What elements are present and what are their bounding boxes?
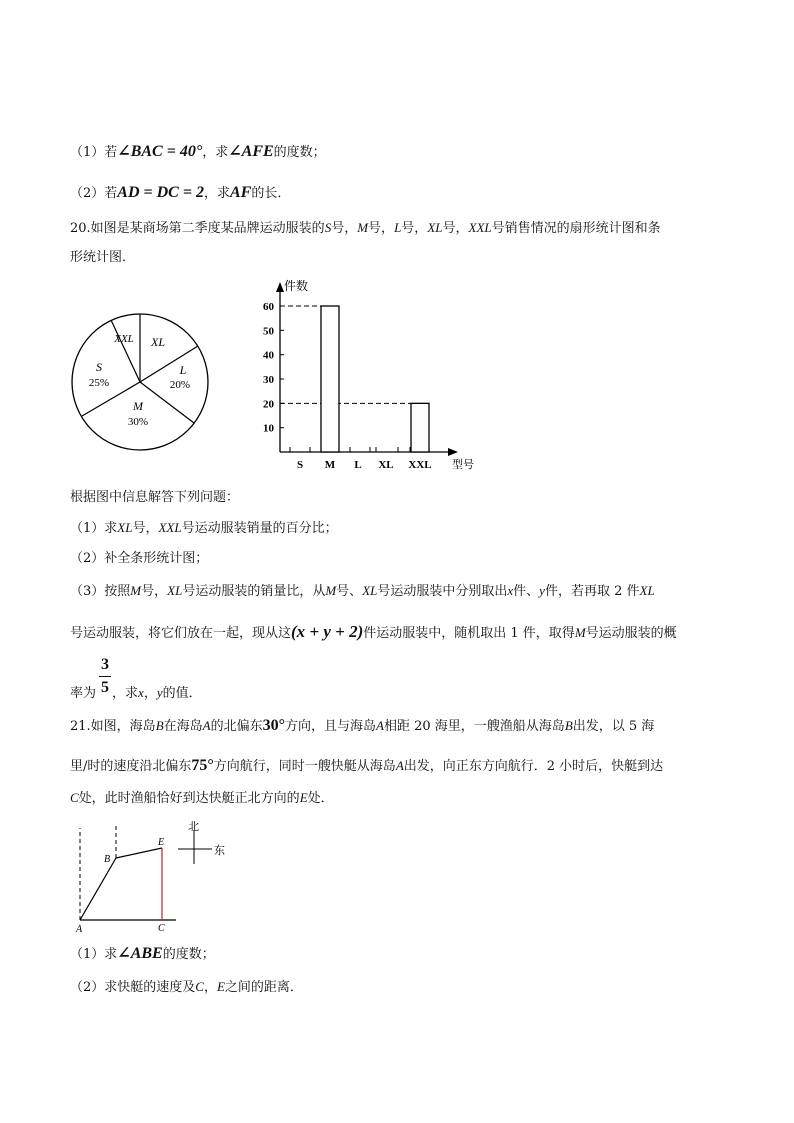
math-angle-bac: ∠BAC = 40° xyxy=(117,143,203,160)
q20-sub2: （2）补全条形统计图； xyxy=(70,551,209,566)
math-angle-abe: ∠ABE xyxy=(117,945,163,962)
bar-m xyxy=(321,306,339,452)
pie-chart xyxy=(66,308,214,456)
point-b-label: B xyxy=(104,854,111,865)
pie-label-l: L xyxy=(179,363,187,377)
point-a-label: A xyxy=(76,924,83,935)
geometry-figure xyxy=(66,818,236,938)
pie-radius-xxl-xl xyxy=(111,320,140,382)
math-ad-dc: AD = DC = 2 xyxy=(117,184,204,201)
q20-sub1: （1）求XL号，XXL号运动服装销量的百分比； xyxy=(70,520,338,536)
q21-line1: 21.如图，海岛B在海岛A的北偏东30°方向，且与海岛A相距 20 海里，一艘渔船从海岛B出发，以 5 海 xyxy=(70,717,655,734)
math-angle-afe: ∠AFE xyxy=(228,143,274,160)
pie-label-s-pct: 25% xyxy=(88,377,110,389)
x-tick-label-s: S xyxy=(296,459,304,471)
x-axis-arrow xyxy=(448,448,458,456)
x-tick-label-m: M xyxy=(324,459,336,471)
fraction-bar xyxy=(99,676,111,677)
y-tick-label-50: 50 xyxy=(263,325,274,338)
fraction-denominator: 5 xyxy=(101,679,109,696)
y-tick-label-60: 60 xyxy=(263,301,274,313)
q20-sub3-line1: （3）按照M号，XL号运动服装的销量比，从M号、XL号运动服装中分别取出x件、y件，若再取 2 件XL xyxy=(70,583,655,599)
pie-label-m: M xyxy=(133,399,143,413)
math-30-deg: 30° xyxy=(262,717,286,734)
segment-ab xyxy=(80,858,116,920)
point-e-label: E xyxy=(158,837,165,848)
y-tick-label-20: 20 xyxy=(263,398,274,411)
q19-part2: （2）若AD = DC = 2，求AF的长． xyxy=(70,184,291,201)
q21-line3: C处，此时渔船恰好到达快艇正北方向的E处． xyxy=(70,790,334,806)
bar-xxl xyxy=(411,403,429,452)
pie-label-xxl: XXL xyxy=(114,333,134,345)
segment-be xyxy=(116,848,162,858)
compass-east-label: 东 xyxy=(214,845,225,857)
pie-label-l-pct: 20% xyxy=(169,379,191,391)
q21-sub2: （2）求快艇的速度及C，E之间的距离． xyxy=(70,979,303,995)
q20-sub3-line3: 率为 ，求x，y的值． xyxy=(70,685,202,701)
x-tick-label-xl: XL xyxy=(378,459,394,471)
q20-sub3-line2: 号运动服装，将它们放在一起，现从这(x + y + 2)件运动服装中，随机取出 1 件，取得M号运动服装的概 xyxy=(70,622,677,641)
fraction-numerator: 3 xyxy=(101,656,109,673)
y-tick-label-40: 40 xyxy=(263,349,274,362)
q20-followup: 根据图中信息解答下列问题： xyxy=(70,490,240,505)
q20-intro-line2: 形统计图． xyxy=(70,250,136,265)
pie-radius-xl-l xyxy=(140,346,198,382)
x-axis-label: 型号 xyxy=(452,459,474,471)
y-tick-label-30: 30 xyxy=(263,374,274,386)
y-axis-arrow xyxy=(276,282,284,292)
math-x-y-2: (x + y + 2) xyxy=(291,622,364,641)
y-axis-label: 件数 xyxy=(284,279,309,293)
pie-label-xl: XL xyxy=(150,335,166,349)
pie-label-s: S xyxy=(96,360,102,374)
point-c-label: C xyxy=(158,923,165,934)
pie-label-m-pct: 30% xyxy=(127,416,149,428)
q19-part1: （1）若∠BAC = 40°，求∠AFE的度数； xyxy=(70,143,326,160)
x-tick-label-xxl: XXL xyxy=(408,459,432,471)
q21-line2: 里/时的速度沿北偏东75°方向航行，同时一艘快艇从海岛A出发，向正东方向航行．2 小时后，快艇到达 xyxy=(70,757,664,774)
compass-north-label: 北 xyxy=(188,821,199,833)
bar-chart xyxy=(250,276,490,476)
x-tick-label-l: L xyxy=(354,459,362,471)
math-75-deg: 75° xyxy=(191,757,214,774)
q21-sub1: （1）求∠ABE的度数； xyxy=(70,945,215,962)
y-tick-label-10: 10 xyxy=(263,422,274,435)
math-af: AF xyxy=(229,184,252,201)
q20-intro-line1: 20.如图是某商场第二季度某品牌运动服装的S号，M号，L号，XL号，XXL号销售情况的扇形统计图和条 xyxy=(70,220,661,236)
